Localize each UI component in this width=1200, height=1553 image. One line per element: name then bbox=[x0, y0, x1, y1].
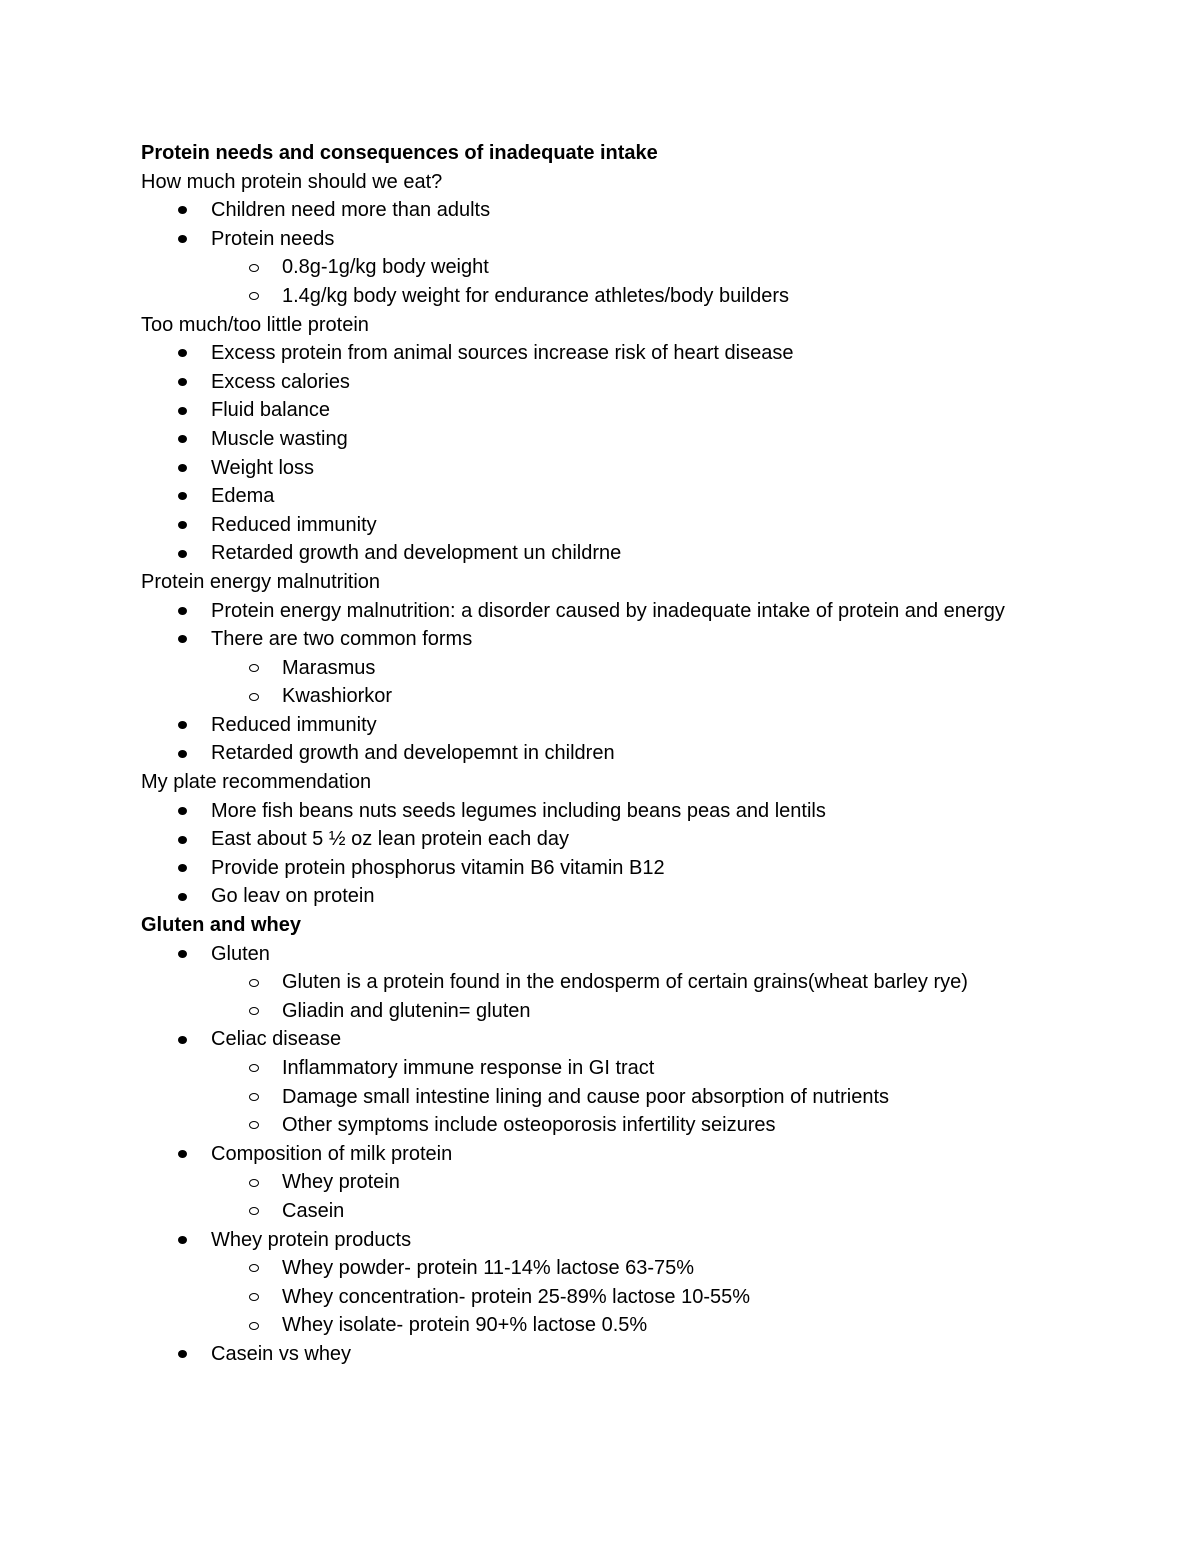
bullet-icon bbox=[178, 825, 187, 854]
document-body bbox=[141, 139, 1081, 1369]
sub-list-item bbox=[141, 1054, 1081, 1083]
list-item-text: Protein energy malnutrition: a disorder caused by inadequate intake of protein and energy bbox=[211, 599, 1005, 622]
list-item-text: Composition of milk protein bbox=[211, 1142, 453, 1165]
list-item bbox=[141, 396, 1081, 425]
sub-list-item-text: Whey powder- protein 11-14% lactose 63-75% bbox=[282, 1257, 695, 1280]
circle-bullet-icon bbox=[249, 968, 259, 997]
sub-list-item-text: Whey concentration- protein 25-89% lactose 10-55% bbox=[282, 1285, 751, 1308]
list-item bbox=[141, 825, 1081, 854]
sub-list-item bbox=[141, 1083, 1081, 1112]
list-item bbox=[141, 711, 1081, 740]
bullet-icon-shape bbox=[178, 550, 187, 558]
circle-bullet-icon-shape bbox=[249, 1293, 259, 1301]
circle-bullet-icon bbox=[249, 1083, 259, 1112]
bullet-icon bbox=[178, 225, 187, 254]
list-item bbox=[141, 1140, 1081, 1169]
sub-list-item-text: 0.8g-1g/kg body weight bbox=[282, 256, 489, 279]
sub-list-item bbox=[141, 1197, 1081, 1226]
bullet-icon bbox=[178, 739, 187, 768]
circle-bullet-icon-shape bbox=[249, 1093, 259, 1101]
list-item-text: Edema bbox=[211, 485, 275, 508]
circle-bullet-icon-shape bbox=[249, 1121, 259, 1129]
bullet-icon-shape bbox=[178, 235, 187, 243]
list-item-text: There are two common forms bbox=[211, 628, 473, 651]
sub-list-item-text: Whey protein bbox=[282, 1171, 400, 1194]
bullet-icon-shape bbox=[178, 1036, 187, 1044]
bullet-icon-shape bbox=[178, 1236, 187, 1244]
circle-bullet-icon bbox=[249, 654, 259, 683]
list-item-text: Provide protein phosphorus vitamin B6 vitamin B12 bbox=[211, 856, 665, 879]
bullet-icon-shape bbox=[178, 407, 187, 415]
bullet-icon bbox=[178, 1340, 187, 1369]
bullet-icon bbox=[178, 196, 187, 225]
circle-bullet-icon-shape bbox=[249, 1007, 259, 1015]
sub-list-item bbox=[141, 1254, 1081, 1283]
bullet-icon bbox=[178, 1226, 187, 1255]
bullet-icon-shape bbox=[178, 492, 187, 500]
bullet-icon bbox=[178, 711, 187, 740]
bullet-icon bbox=[178, 625, 187, 654]
list-item-text: Reduced immunity bbox=[211, 713, 377, 736]
bullet-icon-shape bbox=[178, 750, 187, 758]
bullet-icon-shape bbox=[178, 635, 187, 643]
bullet-icon-shape bbox=[178, 464, 187, 472]
list-item bbox=[141, 339, 1081, 368]
bullet-icon bbox=[178, 339, 187, 368]
sub-list-item bbox=[141, 253, 1081, 282]
sub-list-item bbox=[141, 682, 1081, 711]
circle-bullet-icon bbox=[249, 1168, 259, 1197]
circle-bullet-icon-shape bbox=[249, 1207, 259, 1215]
list-item-text: Celiac disease bbox=[211, 1028, 342, 1051]
bullet-icon-shape bbox=[178, 1350, 187, 1358]
bullet-icon bbox=[178, 425, 187, 454]
bullet-icon bbox=[178, 1025, 187, 1054]
list-item-text: Gluten bbox=[211, 942, 270, 965]
sub-list-item bbox=[141, 968, 1081, 997]
sub-list-item-text: Other symptoms include osteoporosis infertility seizures bbox=[282, 1114, 776, 1137]
sub-list-item bbox=[141, 1111, 1081, 1140]
sub-list-item-text: Gliadin and glutenin= gluten bbox=[282, 999, 531, 1022]
bullet-icon-shape bbox=[178, 836, 187, 844]
list-item bbox=[141, 1226, 1081, 1255]
sub-list-item-text: Damage small intestine lining and cause poor absorption of nutrients bbox=[282, 1085, 890, 1108]
circle-bullet-icon bbox=[249, 1283, 259, 1312]
list-item-text: Whey protein products bbox=[211, 1228, 412, 1251]
circle-bullet-icon bbox=[249, 1111, 259, 1140]
bullet-icon-shape bbox=[178, 893, 187, 901]
sub-list-item-text: Gluten is a protein found in the endosperm of certain grains(wheat barley rye) bbox=[282, 971, 968, 994]
list-item-text: Weight loss bbox=[211, 456, 315, 479]
list-item-text: Reduced immunity bbox=[211, 513, 377, 536]
subsection-title: Protein energy malnutrition bbox=[141, 570, 381, 593]
circle-bullet-icon bbox=[249, 1254, 259, 1283]
list-item-text: Casein vs whey bbox=[211, 1342, 352, 1365]
list-item-text: Excess calories bbox=[211, 370, 350, 393]
list-item bbox=[141, 454, 1081, 483]
list-item bbox=[141, 854, 1081, 883]
circle-bullet-icon bbox=[249, 253, 259, 282]
circle-bullet-icon-shape bbox=[249, 693, 259, 701]
list-item-text: Go leav on protein bbox=[211, 885, 375, 908]
sub-list-item bbox=[141, 1168, 1081, 1197]
bullet-icon-shape bbox=[178, 521, 187, 529]
bullet-icon-shape bbox=[178, 721, 187, 729]
list-item bbox=[141, 482, 1081, 511]
list-item bbox=[141, 625, 1081, 654]
list-item-text: East about 5 ½ oz lean protein each day bbox=[211, 828, 570, 851]
bullet-icon-shape bbox=[178, 349, 187, 357]
sub-list-item-text: Whey isolate- protein 90+% lactose 0.5% bbox=[282, 1314, 648, 1337]
bullet-icon-shape bbox=[178, 807, 187, 815]
circle-bullet-icon-shape bbox=[249, 979, 259, 987]
bullet-icon bbox=[178, 396, 187, 425]
circle-bullet-icon-shape bbox=[249, 292, 259, 300]
sub-list-item bbox=[141, 654, 1081, 683]
bullet-icon bbox=[178, 597, 187, 626]
circle-bullet-icon bbox=[249, 1054, 259, 1083]
bullet-icon-shape bbox=[178, 607, 187, 615]
circle-bullet-icon bbox=[249, 1197, 259, 1226]
circle-bullet-icon-shape bbox=[249, 664, 259, 672]
bullet-icon bbox=[178, 539, 187, 568]
bullet-icon-shape bbox=[178, 864, 187, 872]
list-item-text: Retarded growth and developemnt in children bbox=[211, 742, 615, 765]
list-item bbox=[141, 1025, 1081, 1054]
sub-list-item bbox=[141, 997, 1081, 1026]
list-item-text: Protein needs bbox=[211, 227, 335, 250]
section-heading: Gluten and whey bbox=[141, 914, 302, 937]
list-item bbox=[141, 368, 1081, 397]
list-item-text: Children need more than adults bbox=[211, 199, 491, 222]
bullet-icon bbox=[178, 882, 187, 911]
sub-list-item-text: Marasmus bbox=[282, 656, 376, 679]
sub-list-item bbox=[141, 282, 1081, 311]
list-item bbox=[141, 597, 1011, 626]
circle-bullet-icon-shape bbox=[249, 1064, 259, 1072]
bullet-icon bbox=[178, 940, 187, 969]
subsection-title: My plate recommendation bbox=[141, 771, 372, 794]
sub-list-item-text: Kwashiorkor bbox=[282, 685, 393, 708]
list-item-text: Excess protein from animal sources increase risk of heart disease bbox=[211, 342, 794, 365]
bullet-icon-shape bbox=[178, 206, 187, 214]
list-item bbox=[141, 539, 1081, 568]
sub-list-item-text: Casein bbox=[282, 1199, 345, 1222]
list-item bbox=[141, 739, 1081, 768]
list-item-text: Muscle wasting bbox=[211, 427, 348, 450]
list-item bbox=[141, 511, 1081, 540]
circle-bullet-icon bbox=[249, 282, 259, 311]
sub-list-item bbox=[141, 1283, 1081, 1312]
bullet-icon bbox=[178, 454, 187, 483]
list-item-text: Retarded growth and development un childrne bbox=[211, 542, 622, 565]
bullet-icon bbox=[178, 854, 187, 883]
bullet-icon bbox=[178, 1140, 187, 1169]
sub-list-item bbox=[141, 1311, 1081, 1340]
list-item bbox=[141, 196, 1081, 225]
circle-bullet-icon-shape bbox=[249, 1179, 259, 1187]
subsection-title: How much protein should we eat? bbox=[141, 170, 443, 193]
list-item bbox=[141, 797, 1081, 826]
list-item bbox=[141, 425, 1081, 454]
circle-bullet-icon-shape bbox=[249, 1322, 259, 1330]
bullet-icon-shape bbox=[178, 950, 187, 958]
list-item bbox=[141, 940, 1081, 969]
list-item bbox=[141, 1340, 1081, 1369]
list-item bbox=[141, 225, 1081, 254]
sub-list-item-text: 1.4g/kg body weight for endurance athletes/body builders bbox=[282, 284, 790, 307]
bullet-icon-shape bbox=[178, 378, 187, 386]
circle-bullet-icon bbox=[249, 1311, 259, 1340]
circle-bullet-icon bbox=[249, 682, 259, 711]
bullet-icon-shape bbox=[178, 1150, 187, 1158]
bullet-icon bbox=[178, 511, 187, 540]
list-item-text: More fish beans nuts seeds legumes including beans peas and lentils bbox=[211, 799, 826, 822]
circle-bullet-icon-shape bbox=[249, 1264, 259, 1272]
list-item-text: Fluid balance bbox=[211, 399, 330, 422]
bullet-icon bbox=[178, 368, 187, 397]
bullet-icon bbox=[178, 797, 187, 826]
subsection-title: Too much/too little protein bbox=[141, 313, 369, 336]
circle-bullet-icon bbox=[249, 997, 259, 1026]
section-heading: Protein needs and consequences of inadequate intake bbox=[141, 142, 658, 164]
bullet-icon bbox=[178, 482, 187, 511]
circle-bullet-icon-shape bbox=[249, 264, 259, 272]
bullet-icon-shape bbox=[178, 435, 187, 443]
sub-list-item-text: Inflammatory immune response in GI tract bbox=[282, 1057, 655, 1079]
list-item bbox=[141, 882, 1081, 911]
